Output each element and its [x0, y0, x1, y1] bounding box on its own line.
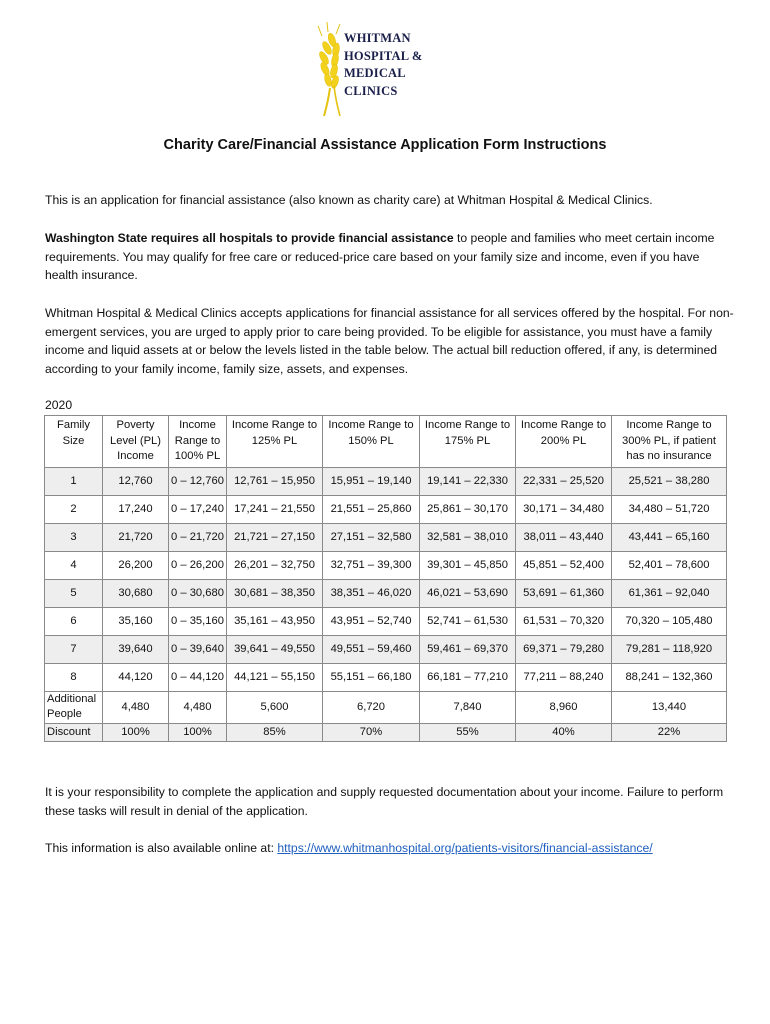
- washington-bold-text: Washington State requires all hospitals to provide financial assistance: [45, 231, 454, 245]
- table-row: [45, 551, 727, 579]
- logo-line: CLINICS: [344, 83, 398, 98]
- table-cell: 44,120: [103, 663, 169, 691]
- hospital-logo: [310, 22, 460, 118]
- logo-line: WHITMAN: [344, 31, 411, 45]
- logo-wordmark: [344, 30, 423, 100]
- table-cell: 55%: [420, 723, 516, 741]
- additional-people-row: [45, 691, 727, 723]
- table-cell: 8,960: [516, 691, 612, 723]
- header-family-size: Family Size: [45, 416, 103, 468]
- table-cell: 61,531 – 70,320: [516, 607, 612, 635]
- table-cell: 85%: [227, 723, 323, 741]
- table-cell: 27,151 – 32,580: [323, 523, 420, 551]
- table-cell: 26,201 – 32,750: [227, 551, 323, 579]
- table-cell: 8: [45, 663, 103, 691]
- table-cell: 0 – 21,720: [169, 523, 227, 551]
- table-cell: 32,581 – 38,010: [420, 523, 516, 551]
- table-cell: 35,161 – 43,950: [227, 607, 323, 635]
- table-cell: 15,951 – 19,140: [323, 467, 420, 495]
- header-300-pl: Income Range to 300% PL, if patient has no insurance: [612, 416, 727, 468]
- online-text: This information is also available online at:: [45, 841, 278, 855]
- intro-paragraph: This is an application for financial assistance (also known as charity care) at Whitman Hospital & Medical Clinics.: [45, 193, 653, 207]
- logo-line: HOSPITAL &: [344, 48, 423, 63]
- table-row: [45, 635, 727, 663]
- table-cell: 49,551 – 59,460: [323, 635, 420, 663]
- table-cell: 30,680: [103, 579, 169, 607]
- header-200-pl: Income Range to 200% PL: [516, 416, 612, 468]
- page-title: Charity Care/Financial Assistance Application Form Instructions: [163, 137, 607, 153]
- table-cell: 53,691 – 61,360: [516, 579, 612, 607]
- table-cell: 70%: [323, 723, 420, 741]
- table-cell: 17,240: [103, 495, 169, 523]
- table-row: [45, 607, 727, 635]
- table-cell: 61,361 – 92,040: [612, 579, 727, 607]
- table-cell: 43,951 – 52,740: [323, 607, 420, 635]
- header-100-pl: Income Range to 100% PL: [169, 416, 227, 468]
- washington-paragraph: [45, 229, 735, 285]
- table-cell: 0 – 30,680: [169, 579, 227, 607]
- table-cell: 40%: [516, 723, 612, 741]
- table-row: [45, 523, 727, 551]
- table-cell: 0 – 35,160: [169, 607, 227, 635]
- income-table: [44, 415, 727, 742]
- table-cell: 25,861 – 30,170: [420, 495, 516, 523]
- table-cell: 5,600: [227, 691, 323, 723]
- table-cell: 12,761 – 15,950: [227, 467, 323, 495]
- table-cell: 38,351 – 46,020: [323, 579, 420, 607]
- table-header-row: [45, 416, 727, 468]
- table-cell: 39,640: [103, 635, 169, 663]
- eligibility-paragraph: Whitman Hospital & Medical Clinics accepts applications for financial assistance for all services offered by the hospital. For non-emergent services, you are urged to apply prior to care being provided. To be eligible for assistance, you must have a family income and liquid assets at or below the levels listed in the table below. The actual bill reduction offered, if any, is determined according to your family income, family size, assets, and expenses.: [45, 306, 734, 377]
- table-cell: 21,721 – 27,150: [227, 523, 323, 551]
- table-cell: 6: [45, 607, 103, 635]
- table-cell: 4,480: [103, 691, 169, 723]
- header-poverty-level: Poverty Level (PL) Income: [103, 416, 169, 468]
- table-body: [45, 467, 727, 741]
- table-cell: 5: [45, 579, 103, 607]
- table-row: [45, 467, 727, 495]
- table-cell: 0 – 44,120: [169, 663, 227, 691]
- table-cell: 59,461 – 69,370: [420, 635, 516, 663]
- table-cell: 6,720: [323, 691, 420, 723]
- table-cell: 55,151 – 66,180: [323, 663, 420, 691]
- financial-assistance-link[interactable]: https://www.whitmanhospital.org/patients-visitors/financial-assistance/: [277, 841, 653, 855]
- table-cell: 22%: [612, 723, 727, 741]
- logo-line: MEDICAL: [344, 66, 406, 80]
- table-cell: 34,480 – 51,720: [612, 495, 727, 523]
- table-cell: 26,200: [103, 551, 169, 579]
- table-cell: Discount: [45, 723, 103, 741]
- table-cell: 88,241 – 132,360: [612, 663, 727, 691]
- table-cell: 44,121 – 55,150: [227, 663, 323, 691]
- table-cell: 19,141 – 22,330: [420, 467, 516, 495]
- table-cell: 12,760: [103, 467, 169, 495]
- table-cell: 66,181 – 77,210: [420, 663, 516, 691]
- table-row: [45, 579, 727, 607]
- table-cell: 7: [45, 635, 103, 663]
- header-125-pl: Income Range to 125% PL: [227, 416, 323, 468]
- table-cell: 39,641 – 49,550: [227, 635, 323, 663]
- table-cell: 100%: [103, 723, 169, 741]
- table-cell: 0 – 17,240: [169, 495, 227, 523]
- table-cell: 69,371 – 79,280: [516, 635, 612, 663]
- table-cell: 13,440: [612, 691, 727, 723]
- table-cell: 21,551 – 25,860: [323, 495, 420, 523]
- table-cell: 52,401 – 78,600: [612, 551, 727, 579]
- table-cell: 32,751 – 39,300: [323, 551, 420, 579]
- table-cell: Additional People: [45, 691, 103, 723]
- table-year: 2020: [45, 398, 73, 412]
- table-cell: 46,021 – 53,690: [420, 579, 516, 607]
- table-cell: 7,840: [420, 691, 516, 723]
- responsibility-paragraph: It is your responsibility to complete the application and supply requested documentation about your income. Failure to perform these tasks will result in denial of the application.: [45, 785, 724, 818]
- table-cell: 45,851 – 52,400: [516, 551, 612, 579]
- table-cell: 0 – 26,200: [169, 551, 227, 579]
- discount-row: [45, 723, 727, 741]
- table-cell: 2: [45, 495, 103, 523]
- table-cell: 77,211 – 88,240: [516, 663, 612, 691]
- table-cell: 17,241 – 21,550: [227, 495, 323, 523]
- table-cell: 70,320 – 105,480: [612, 607, 727, 635]
- table-cell: 0 – 39,640: [169, 635, 227, 663]
- table-cell: 30,681 – 38,350: [227, 579, 323, 607]
- table-cell: 3: [45, 523, 103, 551]
- table-cell: 0 – 12,760: [169, 467, 227, 495]
- table-cell: 35,160: [103, 607, 169, 635]
- table-cell: 22,331 – 25,520: [516, 467, 612, 495]
- header-175-pl: Income Range to 175% PL: [420, 416, 516, 468]
- table-cell: 25,521 – 38,280: [612, 467, 727, 495]
- table-cell: 4,480: [169, 691, 227, 723]
- washington-rest-text: to people and families who meet certain income requirements. You may qualify for free care or reduced-price care based on your family size and income, even if you have health insurance.: [45, 231, 715, 283]
- table-row: [45, 495, 727, 523]
- table-cell: 39,301 – 45,850: [420, 551, 516, 579]
- table-cell: 52,741 – 61,530: [420, 607, 516, 635]
- table-cell: 4: [45, 551, 103, 579]
- table-cell: 100%: [169, 723, 227, 741]
- header-150-pl: Income Range to 150% PL: [323, 416, 420, 468]
- table-cell: 79,281 – 118,920: [612, 635, 727, 663]
- table-cell: 43,441 – 65,160: [612, 523, 727, 551]
- table-row: [45, 663, 727, 691]
- table-cell: 21,720: [103, 523, 169, 551]
- table-cell: 38,011 – 43,440: [516, 523, 612, 551]
- table-cell: 30,171 – 34,480: [516, 495, 612, 523]
- online-paragraph: [45, 839, 735, 858]
- table-cell: 1: [45, 467, 103, 495]
